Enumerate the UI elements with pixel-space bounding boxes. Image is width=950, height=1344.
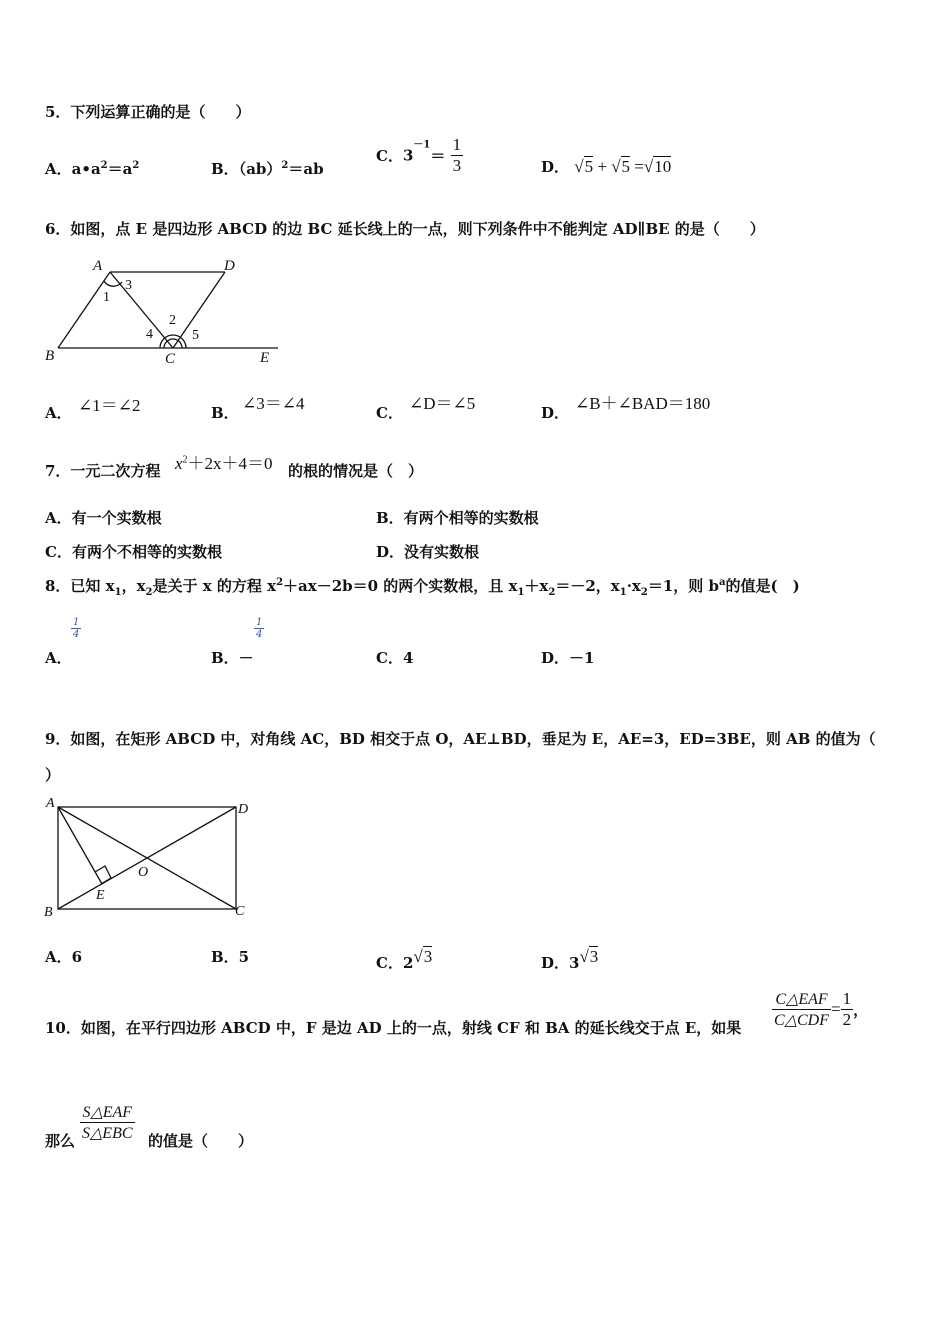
q6-label-c: C [165, 351, 176, 367]
q5-option-d-label: D． [541, 158, 570, 176]
q5-stem: 5．下列运算正确的是（ ） [45, 103, 251, 121]
q9-label-b: B [44, 905, 53, 920]
q9-option-b[interactable]: B．5 [211, 948, 250, 966]
q5-option-a-label: A． [45, 160, 72, 178]
q8-option-b-fraction: $\frac{1}{4}$ [256, 617, 263, 640]
q10-ratio-value: $\frac{1}{2}$ [842, 989, 852, 1029]
q8-option-d[interactable]: D．－1 [541, 649, 595, 667]
q9-label-e: E [96, 888, 105, 903]
q6-figure [40, 252, 285, 370]
q6-angle-2: 2 [169, 313, 176, 328]
q6-segment-ac [110, 272, 173, 348]
q6-option-b-label[interactable]: B． [211, 404, 239, 422]
q7-option-d[interactable]: D．没有实数根 [376, 543, 480, 561]
q8-stem: 8．已知 $x_1$，$x_2$是关于 x 的方程 $x^2+ax-2b=0$ 的两个实数根，且 $x_1+x_2=-2$，$x_1\cdot x_2=1$，则 $b^a$的值是( ) [45, 577, 800, 598]
q6-option-c-label[interactable]: C． [376, 404, 403, 422]
q6-option-b-expression: ∠3＝∠4 [242, 394, 305, 413]
q7-option-c[interactable]: C．有两个不相等的实数根 [45, 543, 222, 561]
q10-line2-prefix: 那么 [45, 1132, 76, 1150]
q10-perimeter-ratio: $\frac{\text{C△EAF}}{\text{C△CDF}}$ = $\frac{1}{2}$ ， [774, 989, 869, 1029]
q8-option-c[interactable]: C．4 [376, 649, 414, 667]
q10-area-fraction: $\frac{\text{S△EAF}}{\text{S△EBC}}$ [82, 1104, 133, 1142]
q9-label-a: A [46, 796, 55, 811]
q8-option-a-label[interactable]: A． [45, 649, 72, 667]
q6-angle-3: 3 [125, 278, 132, 293]
q9-stem-line1: 9．如图，在矩形 ABCD 中，对角线 AC，BD 相交于点 O，AE⊥BD，垂足为 E，AE=3，ED=3BE，则 AB 的值为（ [45, 730, 876, 748]
q6-angle-5: 5 [192, 328, 199, 343]
q6-segment-ab [58, 272, 110, 348]
q5-option-c-label: C． [376, 147, 403, 165]
q10-line2-suffix: 的值是（ ） [148, 1132, 254, 1150]
q7-option-a[interactable]: A．有一个实数根 [45, 509, 162, 527]
q10-area-ratio [80, 1102, 135, 1143]
q10-perimeter-fraction: $\frac{\text{C△EAF}}{\text{C△CDF}}$ [774, 991, 829, 1029]
q7-stem-suffix: 的根的情况是（ ） [288, 462, 424, 480]
q9-option-c-radical: √3 [413, 947, 433, 966]
q9-label-d: D [238, 802, 249, 817]
q9-stem-line2: ） [45, 766, 61, 784]
q6-segment-dc [173, 272, 225, 348]
q6-option-a-expression: ∠1＝∠2 [78, 396, 141, 415]
q6-label-a: A [93, 258, 103, 274]
q6-label-d: D [224, 258, 235, 274]
q9-label-c: C [235, 904, 245, 919]
q9-figure [40, 793, 255, 925]
q5-option-a[interactable]: A．$a•a^2=a^2$ [45, 160, 140, 178]
q5-option-c-fraction: $\frac{1}{3}$ [452, 135, 462, 175]
q6-option-a-label[interactable]: A． [45, 404, 72, 422]
q6-angle-4: 4 [146, 327, 153, 342]
q6-label-e: E [260, 350, 270, 366]
q5-option-c[interactable]: C．$3^{-1}=$ $\frac{1}{3}$ [376, 135, 462, 175]
q7-equation: $x^2+2x+4=0$ [175, 454, 273, 473]
q6-angle-1: 1 [103, 290, 110, 305]
q9-option-a[interactable]: A．6 [45, 948, 83, 966]
q8-option-b-label[interactable]: B．－ [211, 649, 254, 667]
q7-stem-prefix: 7．一元二次方程 [45, 462, 161, 480]
q6-option-d-label[interactable]: D． [541, 404, 570, 422]
q5-option-b[interactable]: B．（ab）$^2$＝ab [211, 160, 324, 178]
q6-option-d-expression: ∠B＋∠BAD＝180 [575, 394, 711, 413]
q9-option-d[interactable] [541, 946, 598, 973]
q6-option-c-expression: ∠D＝∠5 [409, 394, 476, 413]
q5-option-b-label: B． [211, 160, 239, 178]
q6-stem: 6．如图，点 E 是四边形 ABCD 的边 BC 延长线上的一点，则下列条件中不能判定 AD∥BE 的是（ ） [45, 220, 765, 238]
q10-stem: 10．如图，在平行四边形 ABCD 中，F 是边 AD 上的一点，射线 CF 和 BA 的延长线交于点 E，如果 [45, 1019, 742, 1037]
q9-label-o: O [138, 865, 149, 880]
q9-option-c-label: C．2 [376, 954, 414, 972]
q5-option-d[interactable] [541, 156, 671, 177]
q5-option-d-expression: √5 + √5 =√10 [574, 157, 672, 176]
q6-label-b: B [45, 348, 55, 364]
q9-option-d-radical: √3 [579, 947, 599, 966]
q9-option-c[interactable] [376, 946, 432, 973]
q9-option-d-label: D．3 [541, 954, 580, 972]
q7-option-b[interactable]: B．有两个相等的实数根 [376, 509, 539, 527]
q8-option-a-fraction: $\frac{1}{4}$ [73, 617, 80, 640]
